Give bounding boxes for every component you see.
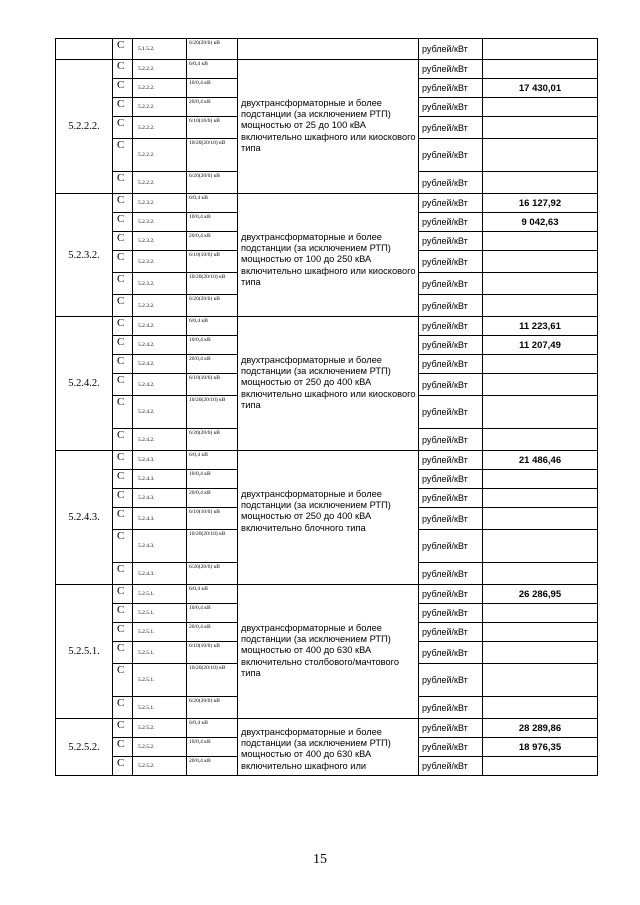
unit-cell: рублей/кВт [419, 664, 483, 697]
value-cell: 17 430,01 [483, 79, 598, 98]
value-cell [483, 117, 598, 139]
voltage-cell: 6/20(20/6) кВ [187, 39, 238, 60]
category-mark-cell: С [113, 295, 133, 317]
value-cell: 28 289,86 [483, 719, 598, 738]
item-number-cell: 5.2.4.3. [56, 451, 113, 585]
code-cell: 5.2.4.3. [133, 508, 187, 530]
value-cell [483, 60, 598, 79]
unit-cell: рублей/кВт [419, 374, 483, 396]
unit-cell: рублей/кВт [419, 757, 483, 776]
table-row [56, 451, 598, 470]
description-cell: двухтрансформаторные и более подстанции (за исключением РТП) мощностью от 25 до 100 кВА включительно шкафного или киоскового типа [238, 60, 419, 194]
category-mark-cell: С [113, 719, 133, 738]
value-cell [483, 563, 598, 585]
voltage-cell: 6/20(20/6) кВ [187, 429, 238, 451]
category-mark-cell: С [113, 172, 133, 194]
code-cell: 5.2.2.2. [133, 117, 187, 139]
table-row [56, 585, 598, 604]
voltage-cell: 6/20(20/6) кВ [187, 295, 238, 317]
value-cell [483, 757, 598, 776]
voltage-cell: 6/20(20/6) кВ [187, 697, 238, 719]
code-cell: 5.2.5.1. [133, 604, 187, 623]
unit-cell: рублей/кВт [419, 508, 483, 530]
voltage-cell: 10/20(20/10) кВ [187, 396, 238, 429]
code-cell: 5.2.4.3. [133, 489, 187, 508]
unit-cell: рублей/кВт [419, 642, 483, 664]
voltage-cell: 6/0,4 кВ [187, 451, 238, 470]
code-cell: 5.2.3.2. [133, 295, 187, 317]
voltage-cell: 20/0,4 кВ [187, 98, 238, 117]
voltage-cell: 6/10(10/6) кВ [187, 117, 238, 139]
code-cell: 5.2.5.2. [133, 738, 187, 757]
voltage-cell: 10/0,4 кВ [187, 336, 238, 355]
code-cell: 5.2.5.2. [133, 757, 187, 776]
code-cell: 5.2.3.2. [133, 194, 187, 213]
table-row [56, 317, 598, 336]
code-cell: 5.2.4.3. [133, 470, 187, 489]
voltage-cell: 10/20(20/10) кВ [187, 139, 238, 172]
code-cell: 5.2.5.1. [133, 664, 187, 697]
value-cell [483, 489, 598, 508]
value-cell [483, 172, 598, 194]
voltage-cell: 6/20(20/6) кВ [187, 563, 238, 585]
code-cell: 5.2.4.2. [133, 336, 187, 355]
voltage-cell: 6/0,4 кВ [187, 194, 238, 213]
voltage-cell: 6/10(10/6) кВ [187, 642, 238, 664]
category-mark-cell: С [113, 738, 133, 757]
value-cell [483, 232, 598, 251]
voltage-cell: 6/0,4 кВ [187, 60, 238, 79]
category-mark-cell: С [113, 355, 133, 374]
category-mark-cell: С [113, 585, 133, 604]
unit-cell: рублей/кВт [419, 117, 483, 139]
unit-cell: рублей/кВт [419, 273, 483, 295]
page-number: 15 [313, 852, 327, 867]
value-cell [483, 295, 598, 317]
unit-cell: рублей/кВт [419, 429, 483, 451]
description-cell: двухтрансформаторные и более подстанции (за исключением РТП) мощностью от 100 до 250 кВА включительно шкафного или киоскового типа [238, 194, 419, 317]
value-cell [483, 273, 598, 295]
code-cell: 5.2.5.1. [133, 585, 187, 604]
unit-cell: рублей/кВт [419, 355, 483, 374]
code-cell: 5.2.5.1. [133, 697, 187, 719]
voltage-cell: 10/20(20/10) кВ [187, 530, 238, 563]
tariff-table [55, 38, 598, 776]
unit-cell: рублей/кВт [419, 585, 483, 604]
category-mark-cell: С [113, 213, 133, 232]
category-mark-cell: С [113, 563, 133, 585]
table-row [56, 39, 598, 60]
item-number-cell: 5.2.3.2. [56, 194, 113, 317]
code-cell: 5.2.5.1. [133, 642, 187, 664]
category-mark-cell: С [113, 604, 133, 623]
code-cell: 5.2.4.3. [133, 530, 187, 563]
code-cell: 5.2.4.3. [133, 563, 187, 585]
item-number-cell: 5.2.2.2. [56, 60, 113, 194]
category-mark-cell: С [113, 317, 133, 336]
category-mark-cell: С [113, 623, 133, 642]
voltage-cell: 6/10(10/6) кВ [187, 374, 238, 396]
category-mark-cell: С [113, 374, 133, 396]
unit-cell: рублей/кВт [419, 396, 483, 429]
category-mark-cell: С [113, 98, 133, 117]
value-cell [483, 664, 598, 697]
unit-cell: рублей/кВт [419, 79, 483, 98]
voltage-cell: 20/0,4 кВ [187, 355, 238, 374]
unit-cell: рублей/кВт [419, 98, 483, 117]
description-cell: двухтрансформаторные и более подстанции (за исключением РТП) мощностью от 400 до 630 кВА включительно шкафного или [238, 719, 419, 776]
voltage-cell: 20/0,4 кВ [187, 232, 238, 251]
voltage-cell: 10/20(20/10) кВ [187, 273, 238, 295]
value-cell [483, 251, 598, 273]
category-mark-cell: С [113, 396, 133, 429]
value-cell [483, 604, 598, 623]
code-cell: 5.2.3.2. [133, 213, 187, 232]
category-mark-cell: С [113, 194, 133, 213]
value-cell: 11 207,49 [483, 336, 598, 355]
category-mark-cell: С [113, 489, 133, 508]
category-mark-cell: С [113, 60, 133, 79]
voltage-cell: 6/10(10/6) кВ [187, 508, 238, 530]
voltage-cell: 6/0,4 кВ [187, 719, 238, 738]
voltage-cell: 6/0,4 кВ [187, 585, 238, 604]
table-row [56, 719, 598, 738]
code-cell: 5.2.2.2. [133, 79, 187, 98]
category-mark-cell: С [113, 232, 133, 251]
code-cell: 5.2.4.2. [133, 317, 187, 336]
code-cell: 5.2.5.2. [133, 719, 187, 738]
category-mark-cell: С [113, 697, 133, 719]
item-number-cell: 5.2.5.2. [56, 719, 113, 776]
item-number-cell [56, 39, 113, 60]
unit-cell: рублей/кВт [419, 251, 483, 273]
tariff-table-body [56, 39, 598, 776]
value-cell: 11 223,61 [483, 317, 598, 336]
code-cell: 5.2.4.2. [133, 355, 187, 374]
value-cell [483, 355, 598, 374]
category-mark-cell: С [113, 336, 133, 355]
value-cell [483, 642, 598, 664]
category-mark-cell: С [113, 664, 133, 697]
code-cell: 5.2.3.2. [133, 232, 187, 251]
voltage-cell: 6/20(20/6) кВ [187, 172, 238, 194]
value-cell [483, 508, 598, 530]
value-cell [483, 530, 598, 563]
category-mark-cell: С [113, 39, 133, 60]
unit-cell: рублей/кВт [419, 295, 483, 317]
unit-cell: рублей/кВт [419, 39, 483, 60]
value-cell [483, 396, 598, 429]
code-cell: 5.2.2.2. [133, 60, 187, 79]
unit-cell: рублей/кВт [419, 470, 483, 489]
category-mark-cell: С [113, 79, 133, 98]
category-mark-cell: С [113, 273, 133, 295]
table-row [56, 194, 598, 213]
code-cell: 5.2.3.2. [133, 273, 187, 295]
unit-cell: рублей/кВт [419, 60, 483, 79]
value-cell [483, 139, 598, 172]
item-number-cell: 5.2.4.2. [56, 317, 113, 451]
voltage-cell: 10/0,4 кВ [187, 470, 238, 489]
description-cell: двухтрансформаторные и более подстанции (за исключением РТП) мощностью от 400 до 630 кВА включительно столбового/мачтового типа [238, 585, 419, 719]
code-cell: 5.2.2.2. [133, 98, 187, 117]
item-number-cell: 5.2.5.1. [56, 585, 113, 719]
code-cell: 5.2.4.2. [133, 374, 187, 396]
category-mark-cell: С [113, 251, 133, 273]
voltage-cell: 20/0,4 кВ [187, 489, 238, 508]
value-cell: 16 127,92 [483, 194, 598, 213]
value-cell [483, 470, 598, 489]
unit-cell: рублей/кВт [419, 489, 483, 508]
category-mark-cell: С [113, 642, 133, 664]
unit-cell: рублей/кВт [419, 563, 483, 585]
unit-cell: рублей/кВт [419, 451, 483, 470]
value-cell [483, 98, 598, 117]
description-cell: двухтрансформаторные и более подстанции (за исключением РТП) мощностью от 250 до 400 кВА включительно блочного типа [238, 451, 419, 585]
value-cell: 21 486,46 [483, 451, 598, 470]
unit-cell: рублей/кВт [419, 604, 483, 623]
category-mark-cell: С [113, 470, 133, 489]
value-cell [483, 39, 598, 60]
voltage-cell: 10/20(20/10) кВ [187, 664, 238, 697]
description-cell: двухтрансформаторные и более подстанции (за исключением РТП) мощностью от 250 до 400 кВА включительно шкафного или киоскового типа [238, 317, 419, 451]
unit-cell: рублей/кВт [419, 317, 483, 336]
table-row [56, 60, 598, 79]
voltage-cell: 6/0,4 кВ [187, 317, 238, 336]
unit-cell: рублей/кВт [419, 213, 483, 232]
code-cell: 5.2.5.1. [133, 623, 187, 642]
voltage-cell: 20/0,4 кВ [187, 757, 238, 776]
unit-cell: рублей/кВт [419, 232, 483, 251]
voltage-cell: 6/10(10/6) кВ [187, 251, 238, 273]
code-cell: 5.2.2.2. [133, 172, 187, 194]
unit-cell: рублей/кВт [419, 336, 483, 355]
code-cell: 5.2.4.2. [133, 396, 187, 429]
category-mark-cell: С [113, 139, 133, 172]
category-mark-cell: С [113, 757, 133, 776]
code-cell: 5.1.5.2. [133, 39, 187, 60]
code-cell: 5.2.2.2. [133, 139, 187, 172]
value-cell: 26 286,95 [483, 585, 598, 604]
unit-cell: рублей/кВт [419, 623, 483, 642]
value-cell: 18 976,35 [483, 738, 598, 757]
voltage-cell: 20/0,4 кВ [187, 623, 238, 642]
voltage-cell: 10/0,4 кВ [187, 738, 238, 757]
unit-cell: рублей/кВт [419, 194, 483, 213]
value-cell: 9 042,63 [483, 213, 598, 232]
unit-cell: рублей/кВт [419, 719, 483, 738]
value-cell [483, 623, 598, 642]
unit-cell: рублей/кВт [419, 172, 483, 194]
value-cell [483, 374, 598, 396]
category-mark-cell: С [113, 530, 133, 563]
code-cell: 5.2.4.2. [133, 429, 187, 451]
voltage-cell: 10/0,4 кВ [187, 604, 238, 623]
voltage-cell: 10/0,4 кВ [187, 213, 238, 232]
value-cell [483, 697, 598, 719]
unit-cell: рублей/кВт [419, 738, 483, 757]
voltage-cell: 10/0,4 кВ [187, 79, 238, 98]
value-cell [483, 429, 598, 451]
category-mark-cell: С [113, 429, 133, 451]
code-cell: 5.2.4.3. [133, 451, 187, 470]
category-mark-cell: С [113, 508, 133, 530]
category-mark-cell: С [113, 117, 133, 139]
unit-cell: рублей/кВт [419, 139, 483, 172]
unit-cell: рублей/кВт [419, 530, 483, 563]
description-cell [238, 39, 419, 60]
code-cell: 5.2.3.2. [133, 251, 187, 273]
unit-cell: рублей/кВт [419, 697, 483, 719]
category-mark-cell: С [113, 451, 133, 470]
